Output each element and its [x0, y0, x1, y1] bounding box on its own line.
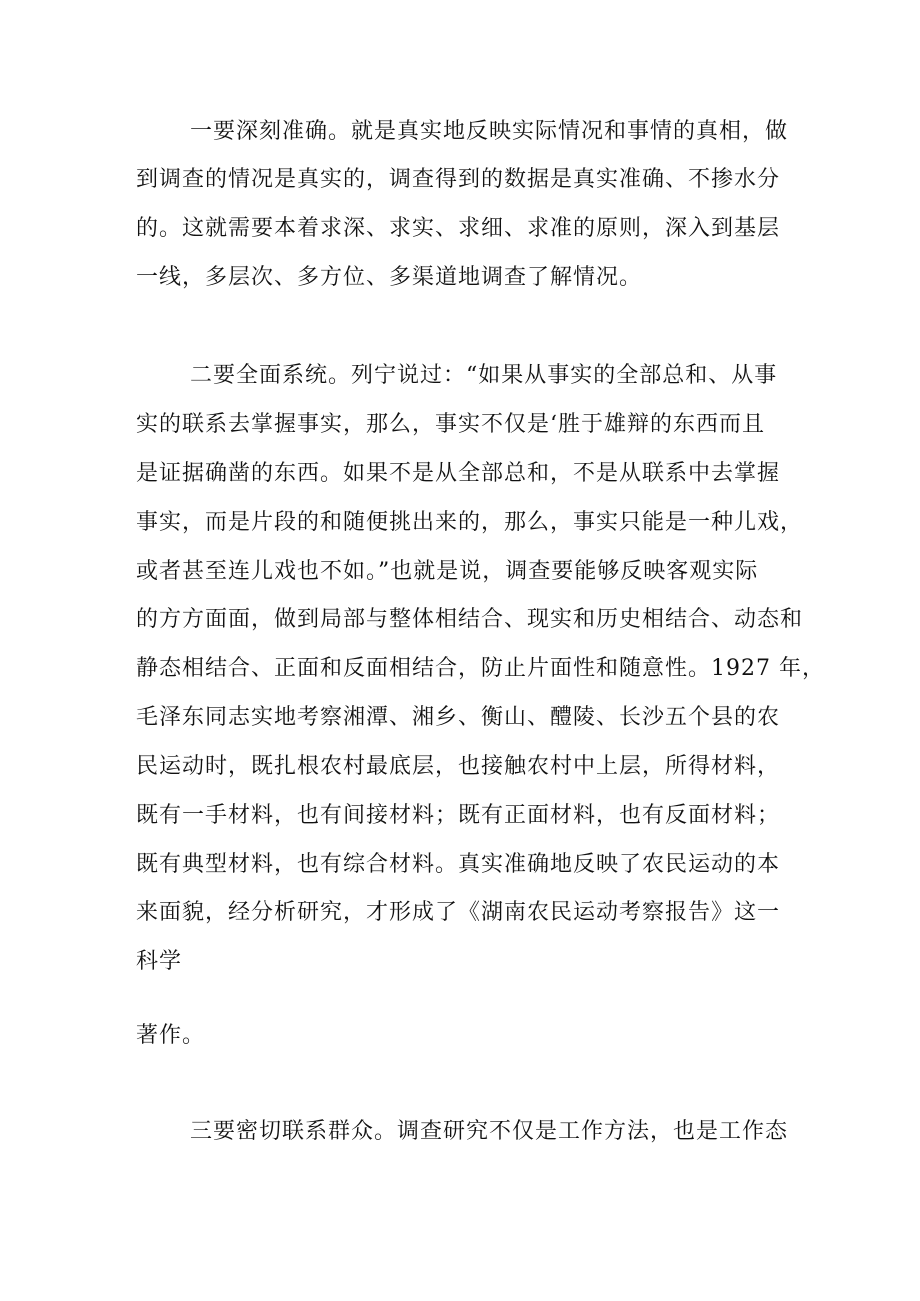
paragraph-2-line-2: 实的联系去掌握事实，那么，事实不仅是‘胜于雄辩的东西而且 [136, 412, 765, 437]
paragraph-2-line-6: 的方方面面，做到局部与整体相结合、现实和历史相结合、动态和 [136, 607, 804, 632]
paragraph-2-line-10: 既有一手材料，也有间接材料；既有正面材料，也有反面材料； [136, 803, 781, 828]
paragraph-2-line-13: 科学 [136, 949, 183, 974]
paragraph-2-line-12: 来面貌，经分析研究，才形成了《湖南农民运动考察报告》这一 [136, 900, 781, 925]
paragraph-3-line-1: 三要密切联系群众。调查研究不仅是工作方法，也是工作态 [190, 1119, 789, 1144]
paragraph-2-line-1: 二要全面系统。列宁说过：“如果从事实的全部总和、从事 [190, 363, 778, 388]
paragraph-1-line-3: 的。这就需要本着求深、求实、求细、求准的原则，深入到基层 [136, 216, 781, 241]
paragraph-2-line-9: 民运动时，既扎根农村最底层，也接触农村中上层，所得材料， [136, 754, 781, 779]
paragraph-2-line-4: 事实，而是片段的和随便挑出来的，那么，事实只能是一种儿戏， [136, 510, 804, 535]
paragraph-2-line-8: 毛泽东同志实地考察湘潭、湘乡、衡山、醴陵、长沙五个县的农 [136, 705, 781, 730]
paragraph-1-line-4: 一线，多层次、多方位、多渠道地调查了解情况。 [136, 265, 643, 290]
paragraph-2-line-11: 既有典型材料，也有综合材料。真实准确地反映了农民运动的本 [136, 852, 781, 877]
paragraph-2-line-7: 静态相结合、正面和反面相结合，防止片面性和随意性。1927 年， [136, 656, 825, 681]
paragraph-2-line-3: 是证据确凿的东西。如果不是从全部总和，不是从联系中去掌握 [136, 461, 781, 486]
paragraph-1-line-1: 一要深刻准确。就是真实地反映实际情况和事情的真相，做 [190, 119, 789, 144]
paragraph-2-line-5: 或者甚至连儿戏也不如。”也就是说，调查要能够反映客观实际 [136, 559, 759, 584]
paragraph-2-tail: 著作。 [136, 1023, 206, 1048]
paragraph-1-line-2: 到调查的情况是真实的，调查得到的数据是真实准确、不掺水分 [136, 167, 781, 192]
